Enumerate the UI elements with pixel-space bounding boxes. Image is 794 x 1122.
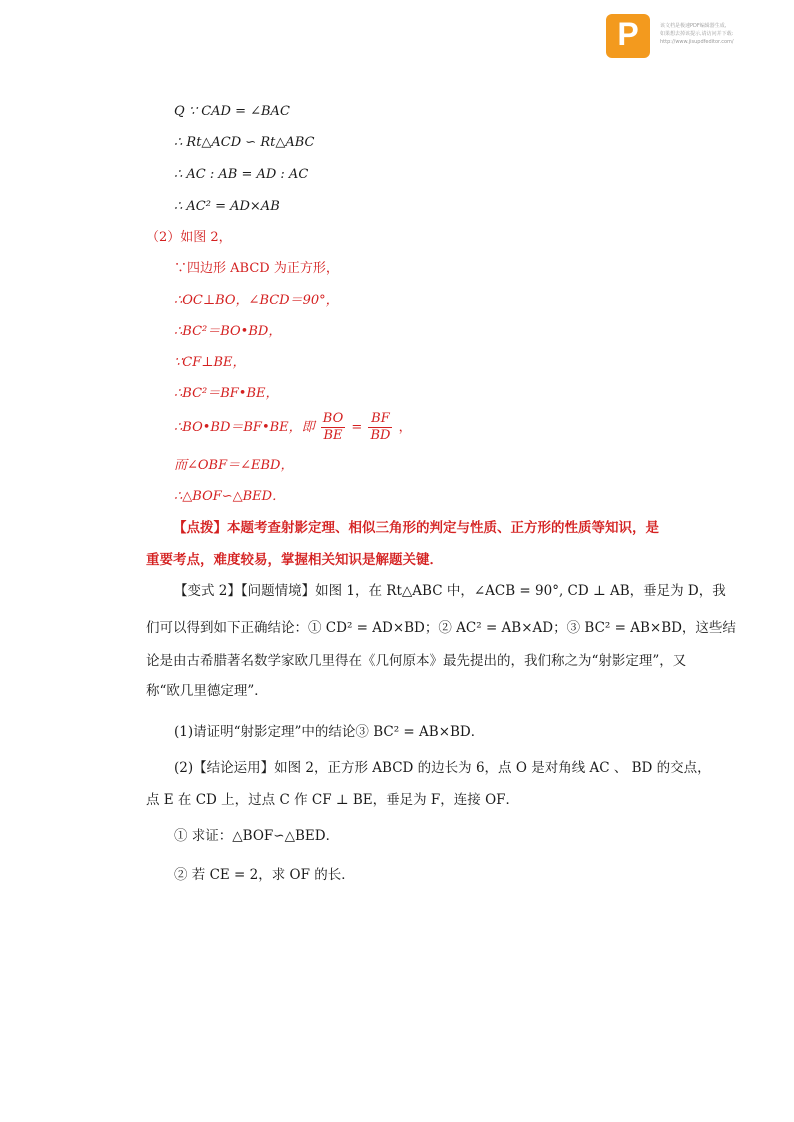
proof2-line-7: 而∠OBF＝∠EBD， [174,458,294,473]
variant-line-3: 论是由古希腊著名数学家欧几里得在《几何原本》最先提出的，我们称之为“射影定理”，又 [146,653,687,669]
proof2-line-3: ∴BC²＝BO•BD， [174,324,282,339]
proof2-line-6-prefix: ∴BO•BD＝BF•BE，即 [174,420,315,435]
sub-question-2: ② 若 CE = 2，求 OF 的长． [174,867,355,883]
fraction-bo-be [321,411,345,444]
comment-paragraph: 【点拨】本题考查射影定理、相似三角形的判定与性质、正方形的性质等知识，是重要考点，难度较易，掌握相关知识是解题关键． [146,520,659,568]
proof1-line-4: ∴ AC² = AD×AB [174,199,280,214]
proof2-heading: （2）如图 2， [146,230,232,245]
watermark-note [660,22,790,46]
fraction-bf-bd [368,411,392,444]
fraction-1-denominator: BE [323,428,343,443]
variant-line-2: 们可以得到如下正确结论：① CD² = AD×BD；② AC² = AB×AD；③ BC² = AB×BD，这些结 [146,620,736,636]
proof2-line-6-suffix: ， [398,420,412,435]
sub-question-1: ① 求证：△BOF∽△BED． [174,828,340,844]
question-1: (1)请证明“射影定理”中的结论③ BC² = AB×BD． [174,724,485,740]
pdf-editor-logo [606,14,650,58]
question-2-line-1: (2)【结论运用】如图 2，正方形 ABCD 的边长为 6，点 O 是对角线 AC 、 BD 的交点， [174,760,711,776]
proof1-line-1: Q ∵ CAD = ∠BAC [174,104,290,119]
proof2-line-2: ∴OC⊥BO，∠BCD＝90°， [174,293,339,308]
fraction-2-denominator: BD [370,428,391,443]
proof1-line-2: ∴ Rt△ACD ∽ Rt△ABC [174,135,315,150]
variant-line-1: 【变式 2】【问题情境】如图 1，在 Rt△ABC 中，∠ACB = 90°, CD ⊥ AB，垂足为 D，我 [174,583,726,599]
equals-sign: = [351,420,363,435]
proof2-line-6 [174,411,412,444]
variant-line-4: 称“欧几里德定理”． [146,683,268,699]
proof2-line-1: ∵四边形 ABCD 为正方形， [174,261,339,276]
proof2-line-8: ∴△BOF∽△BED． [174,489,286,504]
proof2-line-4: ∵CF⊥BE， [174,355,246,370]
fraction-2-numerator: BF [368,411,392,428]
watermark-line-1: 该文档是极速PDF编辑器生成, [660,23,727,29]
watermark-line-3: http://www.jisupdfeditor.com/ [660,39,734,45]
logo-p-icon: P [617,16,639,52]
fraction-1-numerator: BO [322,411,344,426]
proof1-line-3: ∴ AC : AB = AD : AC [174,167,309,182]
question-2-line-2: 点 E 在 CD 上，过点 C 作 CF ⊥ BE，垂足为 F，连接 OF． [146,792,520,808]
watermark-line-2: 如果想去掉该提示,请访问并下载: [660,31,734,37]
proof2-line-5: ∴BC²＝BF•BE， [174,386,279,401]
